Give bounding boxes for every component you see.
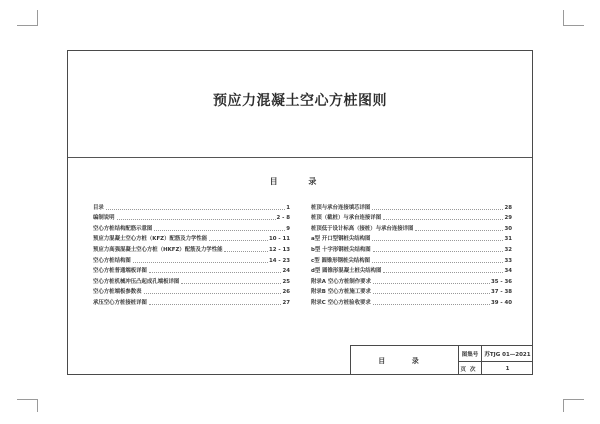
toc-entry: c型 圆锥形钢桩尖结构图 33 xyxy=(311,257,512,264)
toc-entry: 空心方桩端板参数表 26 xyxy=(93,289,290,296)
leader-dots xyxy=(133,262,268,263)
leader-dots xyxy=(149,304,282,305)
toc-entry: 空心方桩结构配筋示意图 9 xyxy=(93,225,290,232)
leader-dots xyxy=(372,262,504,263)
atlas-number-label: 图集号 xyxy=(459,346,482,362)
toc-entry: b型 十字形钢桩尖结构图 32 xyxy=(311,246,512,253)
toc-entry: 附录C 空心方桩验收要求 39 - 40 xyxy=(311,299,512,306)
leader-dots xyxy=(372,240,503,241)
title-block xyxy=(350,345,533,375)
toc-heading: 目 录 xyxy=(269,177,331,186)
leader-dots xyxy=(224,251,268,252)
leader-dots xyxy=(373,283,490,284)
toc-entry: 附录A 空心方桩制作要求 35 - 36 xyxy=(311,278,512,285)
toc-entry: 目录 1 xyxy=(93,204,290,211)
toc-entry: 预应力混凝土空心方桩（KFZ）配筋及力学性能 10 - 11 xyxy=(93,236,290,243)
toc-entry: 预应力高强混凝土空心方桩（HKFZ）配筋及力学性能 12 - 13 xyxy=(93,246,290,253)
toc-entry: 附录B 空心方桩施工要求 37 - 38 xyxy=(311,289,512,296)
page-number-value: 1 xyxy=(505,365,510,372)
toc-entry: 桩顶与承台连接填芯详图 28 xyxy=(311,204,512,211)
toc-entry: 承压空心方桩接桩详图 27 xyxy=(93,299,290,306)
toc-entry: 空心方桩机械冲压凸起成孔端板详图 25 xyxy=(93,278,290,285)
toc-entry: 桩顶（截桩）与承台连接详图 29 xyxy=(311,215,512,222)
leader-dots xyxy=(117,219,276,220)
drawing-frame xyxy=(67,50,533,375)
leader-dots xyxy=(144,293,282,294)
leader-dots xyxy=(415,230,503,231)
leader-dots xyxy=(181,283,281,284)
page-number-label: 页次 xyxy=(459,362,482,375)
toc-right-column xyxy=(311,201,512,307)
leader-dots xyxy=(209,240,268,241)
page-title: 预应力混凝土空心方桩图则 xyxy=(213,93,387,109)
toc-entry: 空心方桩普通端板详图 24 xyxy=(93,268,290,275)
toc-entry: 空心方桩结构图 14 - 23 xyxy=(93,257,290,264)
toc-entry: 桩顶低于设计标高（接桩）与承台连接详图 30 xyxy=(311,225,512,232)
toc-entry: a型 开口型钢桩尖结构图 31 xyxy=(311,236,512,243)
leader-dots xyxy=(154,230,285,231)
crop-mark-top-left xyxy=(17,10,38,26)
title-divider xyxy=(68,157,532,158)
leader-dots xyxy=(373,293,490,294)
atlas-number-value: 苏TJG 01—2021 xyxy=(482,346,533,362)
leader-dots xyxy=(106,209,285,210)
crop-mark-bottom-left xyxy=(17,399,38,412)
toc-entry: 编制说明 2 - 8 xyxy=(93,215,290,222)
leader-dots xyxy=(149,272,282,273)
leader-dots xyxy=(383,272,503,273)
toc-entry: d型 圆锥形混凝土桩尖结构图 34 xyxy=(311,268,512,275)
leader-dots xyxy=(373,251,504,252)
toc-left-column xyxy=(93,201,290,307)
leader-dots xyxy=(383,219,503,220)
title-block-name: 目 录 xyxy=(351,346,459,375)
crop-mark-bottom-right xyxy=(563,399,584,412)
leader-dots xyxy=(373,304,490,305)
crop-mark-top-right xyxy=(563,10,584,26)
leader-dots xyxy=(372,209,503,210)
